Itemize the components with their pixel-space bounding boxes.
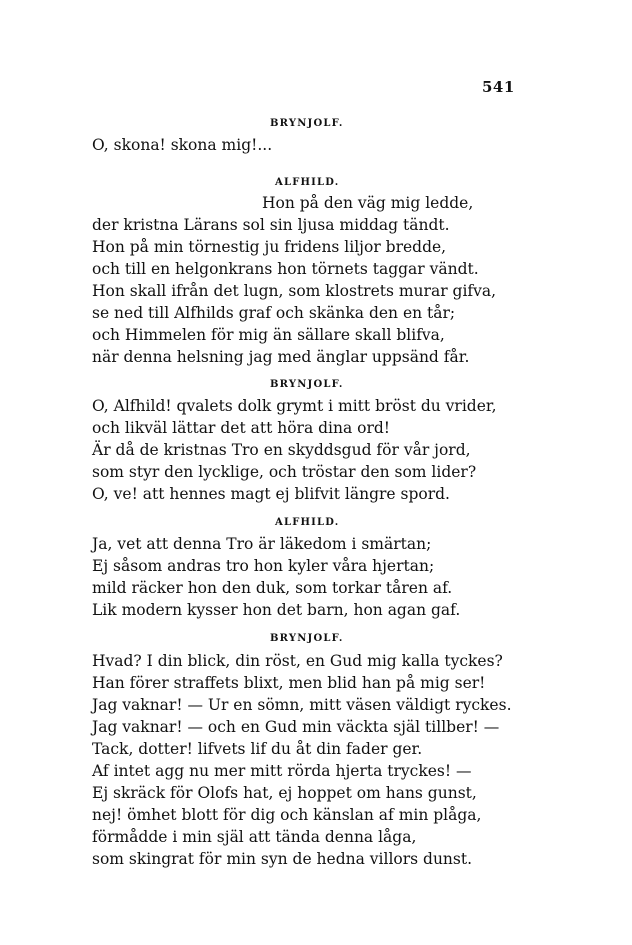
verse-line: förmådde i min själ att tända denna låga,: [92, 828, 417, 846]
verse-line: Af intet agg nu mer mitt rörda hjerta tryckes! —: [92, 762, 472, 780]
verse-line: se ned till Alfhilds graf och skänka den en tår;: [92, 304, 456, 322]
verse-line: Är då de kristnas Tro en skyddsgud för vår jord,: [92, 441, 471, 459]
verse-line: Hon skall ifrån det lugn, som klostrets murar gifva,: [92, 282, 497, 300]
verse-line: Hon på den väg mig ledde,: [262, 194, 474, 212]
speaker-name: BRYNJOLF.: [270, 118, 344, 129]
verse-line: och likväl lättar det att höra dina ord!: [92, 419, 391, 437]
verse-line: Ej skräck för Olofs hat, ej hoppet om hans gunst,: [92, 784, 477, 802]
verse-line: Jag vaknar! — och en Gud min väckta själ tillber! —: [92, 718, 500, 736]
verse-line: som styr den lycklige, och tröstar den som lider?: [92, 463, 477, 481]
verse-line: O, skona! skona mig!...: [92, 136, 273, 154]
verse-line: O, Alfhild! qvalets dolk grymt i mitt bröst du vrider,: [92, 397, 497, 415]
verse-line: Jag vaknar! — Ur en sömn, mitt väsen väldigt ryckes.: [92, 696, 512, 714]
verse-line: Lik modern kysser hon det barn, hon agan gaf.: [92, 601, 461, 619]
verse-line: som skingrat för min syn de hedna villors dunst.: [92, 850, 473, 868]
speaker-name: BRYNJOLF.: [270, 379, 344, 390]
speaker-name: ALFHILD.: [275, 177, 340, 188]
verse-line: Han förer straffets blixt, men blid han på mig ser!: [92, 674, 486, 692]
verse-line: Ej såsom andras tro hon kyler våra hjertan;: [92, 557, 435, 575]
verse-line: och till en helgonkrans hon törnets taggar vändt.: [92, 260, 479, 278]
verse-line: och Himmelen för mig än sällare skall blifva,: [92, 326, 445, 344]
verse-line: nej! ömhet blott för dig och känslan af min plåga,: [92, 806, 482, 824]
verse-line: O, ve! att hennes magt ej blifvit längre spord.: [92, 485, 450, 503]
page-number: 541: [482, 78, 515, 96]
verse-line: Ja, vet att denna Tro är läkedom i smärtan;: [92, 535, 432, 553]
verse-line: mild räcker hon den duk, som torkar tåren af.: [92, 579, 453, 597]
verse-line: der kristna Lärans sol sin ljusa middag tändt.: [92, 216, 450, 234]
verse-line: Hvad? I din blick, din röst, en Gud mig kalla tyckes?: [92, 652, 503, 670]
verse-line: Hon på min törnestig ju fridens liljor bredde,: [92, 238, 447, 256]
speaker-name: ALFHILD.: [275, 517, 340, 528]
speaker-name: BRYNJOLF.: [270, 633, 344, 644]
verse-line: när denna helsning jag med änglar uppsänd får.: [92, 348, 470, 366]
verse-line: Tack, dotter! lifvets lif du åt din fader ger.: [92, 740, 423, 758]
